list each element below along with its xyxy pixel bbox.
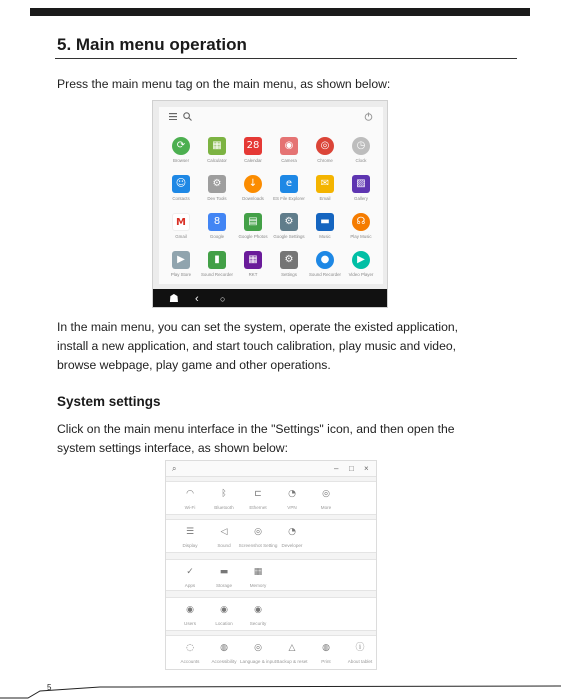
settings-item[interactable] <box>206 526 242 558</box>
settings-item-label: Accessibility <box>211 659 237 664</box>
app-label: Google <box>209 234 225 239</box>
app-tile[interactable] <box>197 137 237 171</box>
settings-item[interactable] <box>308 488 344 520</box>
app-label: Play Store <box>170 272 192 277</box>
play-music-icon: ☊ <box>352 213 370 231</box>
screenshot-icon: ◎ <box>254 527 262 537</box>
settings-item-label: Wi-Fi <box>184 505 196 510</box>
minimize-icon[interactable]: – <box>334 464 339 473</box>
music-icon: ▬ <box>316 213 334 231</box>
app-tile[interactable] <box>341 137 381 171</box>
camera-icon: ◉ <box>280 137 298 155</box>
app-label: Sound Recorder <box>309 272 341 277</box>
settings-item[interactable] <box>206 566 242 598</box>
settings-item[interactable] <box>240 526 276 558</box>
apps-icon: ✓ <box>186 567 194 577</box>
google-photos-icon: ▤ <box>244 213 262 231</box>
settings-section <box>166 559 377 591</box>
settings-item-label: Users <box>184 621 196 626</box>
location-icon: ◉ <box>220 605 228 615</box>
settings-section <box>166 597 377 631</box>
app-tile[interactable] <box>305 175 345 209</box>
android-nav-bar <box>153 289 388 308</box>
settings-item-label: Security <box>249 621 267 626</box>
app-tile[interactable] <box>161 251 201 285</box>
settings-section <box>166 519 377 553</box>
list-icon <box>169 113 177 120</box>
recorder-icon: ● <box>316 251 334 269</box>
downloads-icon: ↓ <box>244 175 262 193</box>
users-icon: ◉ <box>186 605 194 615</box>
app-label: Gmail <box>175 234 187 239</box>
app-label: Calendar <box>244 158 262 163</box>
intro-paragraph: Press the main menu tag on the main menu, as shown below: <box>57 77 391 91</box>
settings-item[interactable] <box>240 642 276 670</box>
app-label: Clock <box>355 158 367 163</box>
settings-item[interactable] <box>342 642 377 670</box>
app-tile[interactable] <box>269 175 309 209</box>
play-store-icon: ▶ <box>172 251 190 269</box>
video-player-icon: ▶ <box>352 251 370 269</box>
settings-screenshot <box>165 460 377 670</box>
settings-item-label: Screenshot Setting <box>238 543 278 548</box>
app-tile[interactable] <box>233 213 273 247</box>
app-tile[interactable] <box>233 251 273 285</box>
settings-item-label: Display <box>182 543 198 548</box>
subheading: System settings <box>57 394 161 409</box>
accounts-icon: ◌ <box>186 643 194 653</box>
ethernet-icon: ⊏ <box>254 489 262 499</box>
sound-icon: ◁ <box>220 527 228 537</box>
settings-icon: ⚙ <box>280 251 298 269</box>
settings-item[interactable] <box>172 566 208 598</box>
search-icon <box>183 112 192 121</box>
email-icon: ✉ <box>316 175 334 193</box>
app-tile[interactable] <box>269 213 309 247</box>
app-label: Email <box>319 196 331 201</box>
app-label: Play Music <box>350 234 372 239</box>
body-line-1: In the main menu, you can set the system, operate the existed application, <box>57 320 459 334</box>
app-label: Gallery <box>354 196 368 201</box>
settings-item-label: Location <box>215 621 233 626</box>
body-line-2: install a new application, and start touch calibration, play music and video, <box>57 339 457 353</box>
settings-item[interactable] <box>240 604 276 636</box>
contacts-icon: ☺ <box>172 175 190 193</box>
settings-search-icon: ⌕ <box>172 464 177 473</box>
app-label: Google Settings <box>273 234 305 239</box>
settings-item-label: Accounts <box>180 659 200 664</box>
app-tile[interactable] <box>305 251 345 285</box>
language-icon: ◎ <box>254 643 262 653</box>
back-icon[interactable]: ‹ <box>195 293 199 305</box>
settings-item-label: Language & input <box>239 659 277 664</box>
settings-item-label: Print <box>321 659 331 664</box>
power-icon <box>364 112 373 121</box>
close-icon[interactable]: × <box>364 464 369 473</box>
settings-section <box>166 481 377 515</box>
wifi-icon: ◠ <box>186 489 194 499</box>
settings-item[interactable] <box>240 488 276 520</box>
settings-item-label: Apps <box>184 583 196 588</box>
app-tile[interactable] <box>341 213 381 247</box>
app-tile[interactable] <box>305 213 345 247</box>
heading-divider <box>55 58 517 59</box>
app-drawer-screenshot <box>152 100 388 308</box>
app-label: Music <box>319 234 331 239</box>
app-label: Browser <box>172 158 190 163</box>
chrome-icon: ◎ <box>316 137 334 155</box>
footer-swoosh <box>0 683 561 699</box>
app-label: ES File Explorer <box>273 196 305 201</box>
settings-section <box>166 635 377 670</box>
settings-item-label: Backup & reset <box>276 659 308 664</box>
vpn-icon: ◔ <box>288 489 296 499</box>
memory-icon: ▦ <box>253 567 263 577</box>
settings-item-label: Memory <box>249 583 267 588</box>
settings-item-label: Ethernet <box>249 505 267 510</box>
body-line-3: browse webpage, play game and other operations. <box>57 358 331 372</box>
settings-item[interactable] <box>274 642 310 670</box>
app-label: Contacts <box>172 196 190 201</box>
google-settings-icon: ⚙ <box>280 213 298 231</box>
settings-item[interactable] <box>172 488 208 520</box>
app-tile[interactable] <box>197 175 237 209</box>
settings-item-label: Storage <box>215 583 233 588</box>
settings-line-2: system settings interface, as shown below: <box>57 441 288 455</box>
app-label: Dev Tools <box>207 196 227 201</box>
settings-item-label: Developer <box>281 543 303 548</box>
settings-item[interactable] <box>274 526 310 558</box>
more-icon: ◎ <box>322 489 330 499</box>
app-drawer-panel <box>159 107 383 284</box>
settings-item-label: Bluetooth <box>214 505 234 510</box>
dev-tools-icon: ⚙ <box>208 175 226 193</box>
app-tile[interactable] <box>161 213 201 247</box>
app-tile[interactable] <box>197 251 237 285</box>
app-label: Video Player <box>348 272 374 277</box>
clock-icon: ◷ <box>352 137 370 155</box>
calculator-icon: ▦ <box>208 137 226 155</box>
settings-item-label: Sound <box>217 543 231 548</box>
app-tile[interactable] <box>233 175 273 209</box>
settings-item[interactable] <box>172 526 208 558</box>
home-launcher-icon[interactable]: ☗ <box>169 293 179 305</box>
google-icon: 8 <box>208 213 226 231</box>
page-number: 5 <box>47 683 52 692</box>
settings-item[interactable] <box>240 566 276 598</box>
settings-item[interactable] <box>206 642 242 670</box>
security-icon: ◉ <box>254 605 262 615</box>
rkt-icon: ▦ <box>244 251 262 269</box>
gmail-icon: M <box>172 213 190 231</box>
settings-item-label: More <box>320 505 332 510</box>
home-icon[interactable]: ○ <box>220 294 226 304</box>
app-label: Downloads <box>242 196 264 201</box>
storage-icon: ▬ <box>219 567 229 577</box>
app-label: Sound Recorder <box>201 272 233 277</box>
settings-item[interactable] <box>172 604 208 636</box>
app-tile[interactable] <box>161 137 201 171</box>
about-icon: ⓘ <box>355 643 365 653</box>
settings-item-label: About tablet <box>347 659 373 664</box>
app-tile[interactable] <box>269 251 309 285</box>
developer-icon: ◔ <box>288 527 296 537</box>
settings-item[interactable] <box>172 642 208 670</box>
app-label: Settings <box>281 272 297 277</box>
settings-item[interactable] <box>308 642 344 670</box>
display-icon: ☰ <box>185 527 195 537</box>
print-icon: ◍ <box>322 643 330 653</box>
settings-line-1: Click on the main menu interface in the "Settings" icon, and then open the <box>57 422 455 436</box>
app-label: Google Photos <box>238 234 268 239</box>
app-tile[interactable] <box>269 137 309 171</box>
section-heading: 5. Main menu operation <box>57 35 247 54</box>
app-tile[interactable] <box>233 137 273 171</box>
app-tile[interactable] <box>197 213 237 247</box>
settings-item[interactable] <box>206 488 242 520</box>
app-tile[interactable] <box>305 137 345 171</box>
gallery-icon: ▨ <box>352 175 370 193</box>
app-label: RKT <box>248 272 258 277</box>
accessibility-icon: ◍ <box>220 643 228 653</box>
app-label: Chrome <box>317 158 333 163</box>
header-bar <box>30 8 530 16</box>
sound-recorder-icon: ▮ <box>208 251 226 269</box>
app-tile[interactable] <box>341 175 381 209</box>
settings-item[interactable] <box>206 604 242 636</box>
bluetooth-icon: ᛒ <box>221 489 227 499</box>
file-explorer-icon: e <box>280 175 298 193</box>
app-label: Camera <box>281 158 297 163</box>
settings-item[interactable] <box>274 488 310 520</box>
app-tile[interactable] <box>161 175 201 209</box>
browser-icon: ⟳ <box>172 137 190 155</box>
settings-item-label: VPN <box>287 505 297 510</box>
backup-icon: △ <box>288 643 296 653</box>
maximize-icon[interactable]: □ <box>349 464 354 473</box>
settings-titlebar <box>166 461 377 477</box>
calendar-icon: 28 <box>244 137 262 155</box>
app-label: Calculator <box>207 158 227 163</box>
drawer-topbar <box>159 107 383 125</box>
app-tile[interactable] <box>341 251 381 285</box>
